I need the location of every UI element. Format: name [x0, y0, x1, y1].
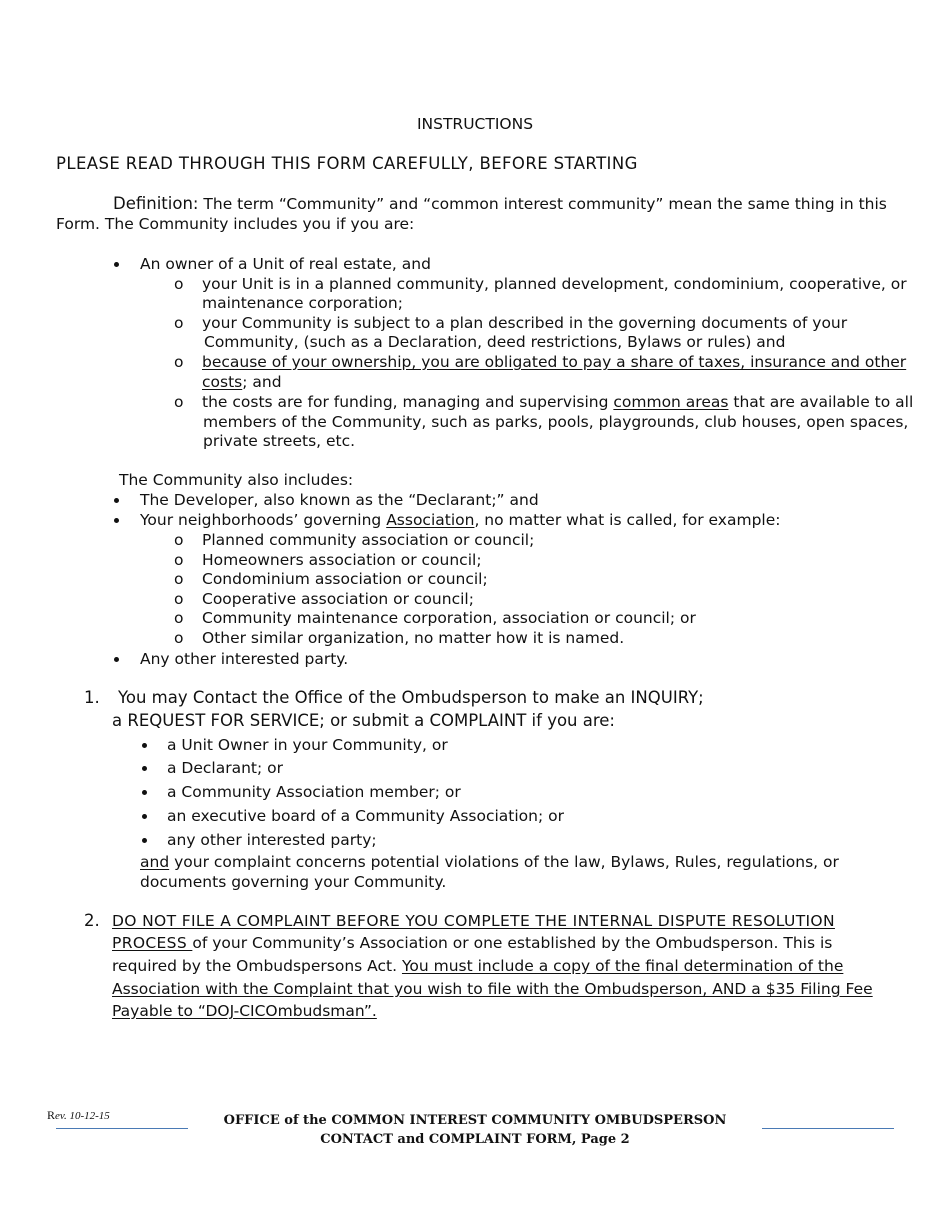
circle-bullet-icon: o: [174, 275, 184, 293]
and-underlined: and: [140, 853, 170, 871]
item-1-list-item: a Community Association member; or: [167, 783, 461, 801]
sub-item-b-line-2: Community, (such as a Declaration, deed restrictions, Bylaws or rules) and: [204, 333, 786, 351]
definition-line-1: [113, 194, 887, 214]
process-underlined: PROCESS: [112, 934, 193, 952]
sub-item-b-line-1: your Community is subject to a plan described in the governing documents of your: [202, 314, 848, 332]
item-1-tail-line-2: documents governing your Community.: [140, 873, 447, 891]
definition-line-2: Form. The Community includes you if you are:: [56, 215, 415, 233]
subheading: PLEASE READ THROUGH THIS FORM CAREFULLY, BEFORE STARTING: [56, 154, 638, 173]
item-1-tail-text: your complaint concerns potential violations of the law, Bylaws, Rules, regulations, or: [169, 853, 839, 871]
item-1-line-2: a REQUEST FOR SERVICE; or submit a COMPLAINT if you are:: [112, 711, 615, 730]
circle-bullet-icon: o: [174, 629, 184, 647]
item-1-tail-line-1: [140, 852, 839, 872]
bullet-icon: [142, 743, 147, 748]
circle-bullet-icon: o: [174, 353, 184, 371]
sub-item-d-post: that are available to all: [728, 393, 914, 411]
sub-item-c-line-2: [202, 372, 282, 392]
bullet-icon: [142, 838, 147, 843]
sub-item-a-line-2: maintenance corporation;: [202, 294, 403, 312]
item-2-line-4: Association with the Complaint that you wish to file with the Ombudsperson, AND a $35 Filing Fee: [112, 980, 873, 998]
sub-item-d-line-1: [202, 392, 913, 412]
item-2-line-5: Payable to “DOJ-CICOmbudsman”.: [112, 1002, 377, 1020]
circle-bullet-icon: o: [174, 590, 184, 608]
circle-bullet-icon: o: [174, 551, 184, 569]
circle-bullet-icon: o: [174, 531, 184, 549]
developer-item: The Developer, also known as the “Declarant;” and: [140, 491, 539, 509]
sub-item-d-pre: the costs are for funding, managing and supervising: [202, 393, 614, 411]
item-1-list-item: a Unit Owner in your Community, or: [167, 736, 448, 754]
footer-title-line-1: OFFICE of the COMMON INTEREST COMMUNITY OMBUDSPERSON: [223, 1113, 727, 1128]
bullet-icon: [114, 262, 119, 267]
costs-underlined: costs: [202, 373, 243, 391]
bullet-icon: [142, 766, 147, 771]
association-underlined: Association: [386, 511, 475, 529]
bullet-icon: [114, 498, 119, 503]
item-2-line-2: [112, 933, 832, 953]
item-1-line-1: You may Contact the Office of the Ombudsperson to make an INQUIRY;: [118, 688, 704, 707]
circle-bullet-icon: o: [174, 570, 184, 588]
bullet-icon: [114, 518, 119, 523]
item-2-line-3-underlined: You must include a copy of the final determination of the: [401, 957, 844, 975]
bullet-icon: [142, 790, 147, 795]
item-2-line-2-rest: of your Community’s Association or one established by the Ombudsperson. This is: [192, 934, 833, 952]
costs-rest: ; and: [242, 373, 282, 391]
item-1-list-item: an executive board of a Community Association; or: [167, 807, 564, 825]
item-2-number: 2.: [84, 911, 100, 930]
example-item: Condominium association or council;: [202, 570, 488, 588]
item-2-line-3-pre: required by the Ombudspersons Act.: [112, 957, 402, 975]
footer-title-line-2: CONTACT and COMPLAINT FORM, Page 2: [320, 1132, 630, 1147]
association-pre: Your neighborhoods’ governing: [140, 511, 387, 529]
circle-bullet-icon: o: [174, 393, 184, 411]
sub-item-a-line-1: your Unit is in a planned community, planned development, condominium, cooperative, or: [202, 275, 907, 293]
other-party-item: Any other interested party.: [140, 650, 349, 668]
bullet-icon: [142, 814, 147, 819]
common-areas-underlined: common areas: [613, 393, 729, 411]
item-1-list-item: any other interested party;: [167, 831, 377, 849]
example-item: Cooperative association or council;: [202, 590, 474, 608]
revision-r: R: [47, 1108, 56, 1122]
association-item: [140, 510, 780, 530]
page-title: INSTRUCTIONS: [416, 115, 534, 133]
example-item: Homeowners association or council;: [202, 551, 482, 569]
also-includes-intro: The Community also includes:: [119, 471, 354, 489]
sub-item-d-line-2: members of the Community, such as parks, pools, playgrounds, club houses, open spaces,: [203, 413, 909, 431]
owner-bullet-text: An owner of a Unit of real estate, and: [140, 255, 431, 273]
item-2-line-1: DO NOT FILE A COMPLAINT BEFORE YOU COMPLETE THE INTERNAL DISPUTE RESOLUTION: [112, 912, 835, 930]
example-item: Community maintenance corporation, association or council; or: [202, 609, 696, 627]
item-1-number: 1.: [84, 688, 100, 707]
example-item: Planned community association or council;: [202, 531, 535, 549]
circle-bullet-icon: o: [174, 314, 184, 332]
association-post: , no matter what is called, for example:: [474, 511, 781, 529]
definition-text: The term “Community” and “common interest community” mean the same thing in this: [198, 195, 887, 213]
revision-rest: ev. 10-12-15: [55, 1110, 110, 1122]
circle-bullet-icon: o: [174, 609, 184, 627]
sub-item-d-line-3: private streets, etc.: [203, 432, 356, 450]
item-2-line-3: [112, 956, 843, 976]
example-item: Other similar organization, no matter how it is named.: [202, 629, 625, 647]
bullet-icon: [114, 657, 119, 662]
sub-item-c-line-1: because of your ownership, you are obligated to pay a share of taxes, insurance and other: [202, 353, 907, 371]
item-1-list-item: a Declarant; or: [167, 759, 284, 777]
definition-label: Definition:: [113, 194, 199, 213]
